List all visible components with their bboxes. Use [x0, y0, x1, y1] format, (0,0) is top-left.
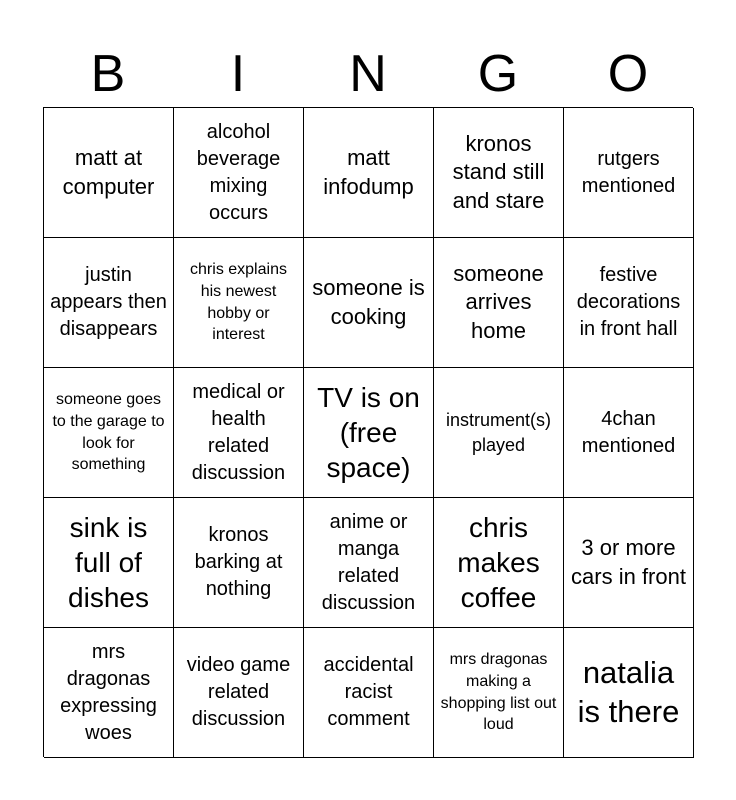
header-letter-o: O: [607, 45, 649, 103]
cell-text: instrument(s) played: [445, 410, 552, 455]
cell-text: rutgers mentioned: [581, 147, 676, 197]
cell-text: matt at computer: [62, 144, 155, 199]
cell-text: kronos stand still and stare: [452, 130, 545, 213]
bingo-cell[interactable]: [564, 498, 694, 628]
bingo-cell[interactable]: [44, 498, 174, 628]
bingo-cell[interactable]: [304, 498, 434, 628]
cell-text: 3 or more cars in front: [571, 534, 686, 589]
bingo-card-grid: [43, 107, 693, 757]
header-letter-i: I: [230, 45, 246, 103]
header-letter-n: N: [349, 45, 387, 103]
bingo-cell[interactable]: [564, 628, 694, 758]
bingo-cell[interactable]: [434, 628, 564, 758]
cell-text: video game related discussion: [186, 654, 291, 730]
bingo-cell free-space[interactable]: [304, 368, 434, 498]
cell-text: someone goes to the garage to look for something: [52, 391, 165, 474]
bingo-cell[interactable]: [434, 238, 564, 368]
cell-text: chris makes coffee: [457, 512, 540, 613]
bingo-cell[interactable]: [564, 108, 694, 238]
bingo-header: [43, 40, 693, 108]
cell-text: justin appears then disappears: [50, 264, 167, 340]
bingo-cell[interactable]: [44, 108, 174, 238]
cell-text: medical or health related discussion: [191, 380, 286, 484]
bingo-cell[interactable]: [44, 628, 174, 758]
bingo-cell[interactable]: [174, 108, 304, 238]
cell-text: accidental racist comment: [323, 654, 414, 730]
cell-text: someone arrives home: [453, 260, 544, 343]
bingo-cell[interactable]: [304, 238, 434, 368]
cell-text: chris explains his newest hobby or interest: [190, 261, 287, 344]
bingo-cell[interactable]: [174, 368, 304, 498]
bingo-cell[interactable]: [564, 368, 694, 498]
cell-text: natalia is there: [577, 654, 680, 729]
cell-text: alcohol beverage mixing occurs: [196, 120, 281, 224]
bingo-cell[interactable]: [44, 238, 174, 368]
bingo-cell[interactable]: [304, 108, 434, 238]
bingo-cell[interactable]: [174, 628, 304, 758]
bingo-cell[interactable]: [174, 498, 304, 628]
bingo-cell[interactable]: [44, 368, 174, 498]
cell-text: someone is cooking: [312, 274, 425, 329]
cell-text: mrs dragonas making a shopping list out loud: [440, 651, 557, 734]
cell-text: sink is full of dishes: [68, 512, 149, 613]
bingo-cell[interactable]: [434, 108, 564, 238]
cell-text: anime or manga related discussion: [321, 510, 416, 614]
bingo-cell[interactable]: [434, 498, 564, 628]
cell-text: matt infodump: [323, 144, 414, 199]
cell-text: festive decorations in front hall: [576, 264, 681, 340]
bingo-cell[interactable]: [304, 628, 434, 758]
cell-text: mrs dragonas expressing woes: [60, 640, 157, 744]
cell-text: TV is on (free space): [317, 382, 420, 483]
bingo-cell[interactable]: [564, 238, 694, 368]
cell-text: kronos barking at nothing: [194, 524, 283, 600]
header-letter-b: B: [90, 45, 126, 103]
header-letter-g: G: [477, 45, 519, 103]
bingo-cell[interactable]: [174, 238, 304, 368]
cell-text: 4chan mentioned: [581, 407, 676, 457]
bingo-cell[interactable]: [434, 368, 564, 498]
